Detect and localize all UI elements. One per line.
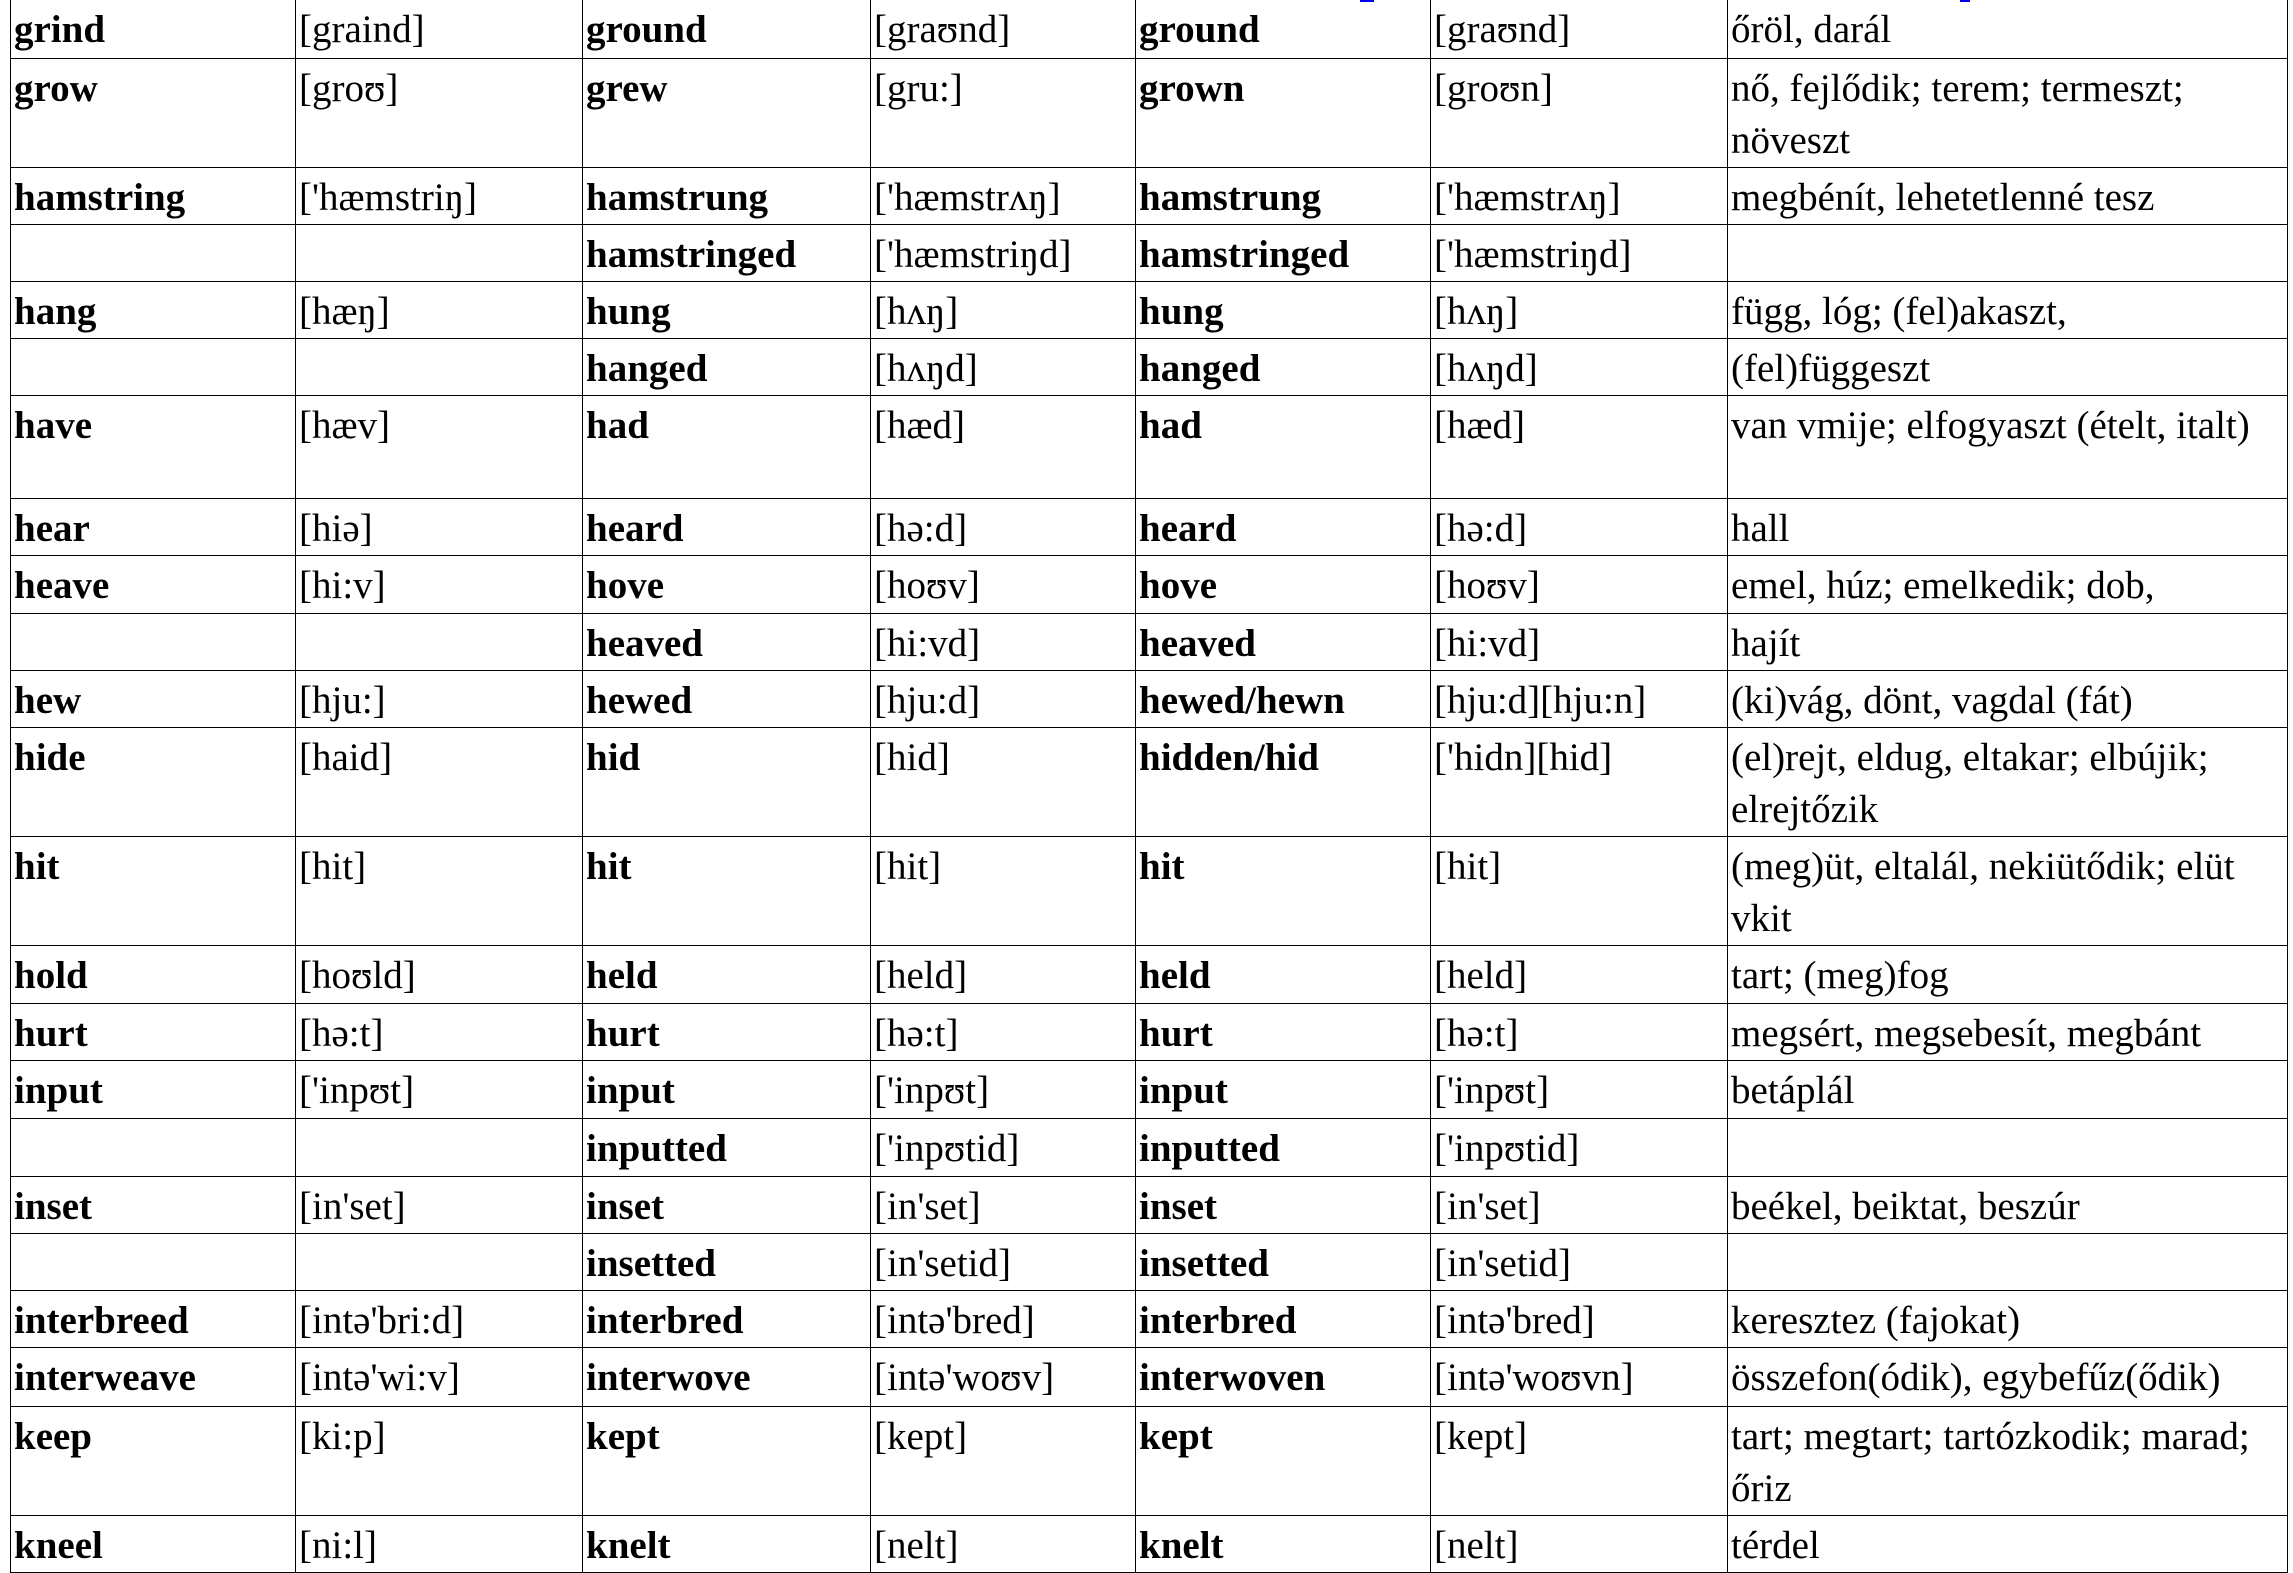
base-form-cell: heave [11, 556, 296, 614]
base-form-cell [11, 1119, 296, 1177]
past-ipa-cell: [hə:d] [871, 499, 1136, 556]
past-ipa-cell: [hit] [871, 837, 1136, 946]
table-row [11, 499, 2288, 556]
table-row [11, 396, 2288, 499]
participle-ipa-cell: ['hæmstriŋd] [1431, 225, 1728, 282]
participle-ipa-cell: [hə:d] [1431, 499, 1728, 556]
participle-ipa-cell: [hʌŋ] [1431, 282, 1728, 339]
participle-form-cell: ground [1136, 0, 1431, 59]
participle-form-cell: kept [1136, 1407, 1431, 1516]
meaning-cell: tart; (meg)fog [1728, 946, 2288, 1004]
participle-form-cell: held [1136, 946, 1431, 1004]
base-ipa-cell: [hit] [296, 837, 583, 946]
participle-form-cell: heaved [1136, 614, 1431, 671]
table-row [11, 225, 2288, 282]
table-row [11, 1516, 2288, 1573]
base-form-cell: hew [11, 671, 296, 728]
base-ipa-cell: ['inpʊt] [296, 1061, 583, 1119]
participle-ipa-cell: [hit] [1431, 837, 1728, 946]
past-ipa-cell: [in'set] [871, 1177, 1136, 1234]
past-ipa-cell: [kept] [871, 1407, 1136, 1516]
meaning-cell: beékel, beiktat, beszúr [1728, 1177, 2288, 1234]
table-row [11, 614, 2288, 671]
participle-ipa-cell: [intə'woʊvn] [1431, 1348, 1728, 1407]
base-form-cell: hamstring [11, 168, 296, 225]
table-row [11, 556, 2288, 614]
table-row [11, 1061, 2288, 1119]
base-ipa-cell: [hə:t] [296, 1004, 583, 1061]
meaning-cell: összefon(ódik), egybefűz(ődik) [1728, 1348, 2288, 1407]
table-row [11, 1177, 2288, 1234]
table-row [11, 1348, 2288, 1407]
base-form-cell [11, 1234, 296, 1291]
past-form-cell: inset [583, 1177, 871, 1234]
past-ipa-cell: [hʌŋd] [871, 339, 1136, 396]
base-ipa-cell: [intə'wi:v] [296, 1348, 583, 1407]
past-form-cell: interwove [583, 1348, 871, 1407]
participle-form-cell: inset [1136, 1177, 1431, 1234]
participle-ipa-cell: [in'setid] [1431, 1234, 1728, 1291]
participle-form-cell: had [1136, 396, 1431, 499]
meaning-cell: betáplál [1728, 1061, 2288, 1119]
past-form-cell: ground [583, 0, 871, 59]
past-form-cell: heaved [583, 614, 871, 671]
participle-ipa-cell: [hæd] [1431, 396, 1728, 499]
base-form-cell: keep [11, 1407, 296, 1516]
past-form-cell: had [583, 396, 871, 499]
base-form-cell: kneel [11, 1516, 296, 1573]
participle-form-cell: hove [1136, 556, 1431, 614]
participle-ipa-cell: [kept] [1431, 1407, 1728, 1516]
table-row [11, 728, 2288, 837]
table-row [11, 1234, 2288, 1291]
base-ipa-cell: [hæv] [296, 396, 583, 499]
meaning-cell: (fel)függeszt [1728, 339, 2288, 396]
meaning-cell: emel, húz; emelkedik; dob, [1728, 556, 2288, 614]
past-form-cell: hurt [583, 1004, 871, 1061]
participle-ipa-cell: [intə'bred] [1431, 1291, 1728, 1348]
base-form-cell: hold [11, 946, 296, 1004]
meaning-cell: keresztez (fajokat) [1728, 1291, 2288, 1348]
base-ipa-cell: ['hæmstriŋ] [296, 168, 583, 225]
base-form-cell: hit [11, 837, 296, 946]
table-row [11, 1291, 2288, 1348]
meaning-cell: őröl, darál [1728, 0, 2288, 59]
past-form-cell: insetted [583, 1234, 871, 1291]
base-form-cell [11, 339, 296, 396]
meaning-cell: (ki)vág, dönt, vagdal (fát) [1728, 671, 2288, 728]
table-row [11, 59, 2288, 168]
meaning-cell [1728, 1234, 2288, 1291]
participle-form-cell: hidden/hid [1136, 728, 1431, 837]
participle-form-cell: grown [1136, 59, 1431, 168]
base-form-cell: have [11, 396, 296, 499]
base-ipa-cell: [haid] [296, 728, 583, 837]
past-form-cell: hamstringed [583, 225, 871, 282]
past-form-cell: hanged [583, 339, 871, 396]
table-row [11, 168, 2288, 225]
participle-ipa-cell: [hə:t] [1431, 1004, 1728, 1061]
past-ipa-cell: ['hæmstriŋd] [871, 225, 1136, 282]
past-form-cell: hit [583, 837, 871, 946]
base-ipa-cell: [hi:v] [296, 556, 583, 614]
base-ipa-cell: [hiə] [296, 499, 583, 556]
past-form-cell: hung [583, 282, 871, 339]
participle-form-cell: inputted [1136, 1119, 1431, 1177]
table-body [11, 0, 2288, 1573]
meaning-cell: nő, fejlődik; terem; termeszt; növeszt [1728, 59, 2288, 168]
table-row [11, 1119, 2288, 1177]
meaning-cell: megbénít, lehetetlenné tesz [1728, 168, 2288, 225]
base-form-cell: hurt [11, 1004, 296, 1061]
base-ipa-cell: [ni:l] [296, 1516, 583, 1573]
meaning-cell: hall [1728, 499, 2288, 556]
base-ipa-cell: [intə'bri:d] [296, 1291, 583, 1348]
participle-form-cell: hewed/hewn [1136, 671, 1431, 728]
participle-form-cell: interbred [1136, 1291, 1431, 1348]
past-ipa-cell: [hi:vd] [871, 614, 1136, 671]
past-ipa-cell: ['inpʊt] [871, 1061, 1136, 1119]
past-ipa-cell: [hoʊv] [871, 556, 1136, 614]
meaning-cell: van vmije; elfogyaszt (ételt, italt) [1728, 396, 2288, 499]
meaning-cell: (meg)üt, eltalál, nekiütődik; elüt vkit [1728, 837, 2288, 946]
base-ipa-cell: [hju:] [296, 671, 583, 728]
past-ipa-cell: [hə:t] [871, 1004, 1136, 1061]
base-form-cell: hang [11, 282, 296, 339]
base-ipa-cell [296, 614, 583, 671]
participle-form-cell: hit [1136, 837, 1431, 946]
table-row [11, 339, 2288, 396]
participle-ipa-cell: [hi:vd] [1431, 614, 1728, 671]
participle-ipa-cell: [hʌŋd] [1431, 339, 1728, 396]
past-form-cell: hid [583, 728, 871, 837]
table-row [11, 946, 2288, 1004]
table-row [11, 282, 2288, 339]
past-ipa-cell: [hʌŋ] [871, 282, 1136, 339]
table-row [11, 1407, 2288, 1516]
past-form-cell: grew [583, 59, 871, 168]
participle-ipa-cell: [held] [1431, 946, 1728, 1004]
past-ipa-cell: ['hæmstrʌŋ] [871, 168, 1136, 225]
past-ipa-cell: [nelt] [871, 1516, 1136, 1573]
base-form-cell: hear [11, 499, 296, 556]
base-ipa-cell [296, 1234, 583, 1291]
past-form-cell: held [583, 946, 871, 1004]
base-form-cell: grind [11, 0, 296, 59]
past-ipa-cell: [hid] [871, 728, 1136, 837]
base-form-cell [11, 614, 296, 671]
past-ipa-cell: [intə'woʊv] [871, 1348, 1136, 1407]
base-ipa-cell: [groʊ] [296, 59, 583, 168]
participle-ipa-cell: [in'set] [1431, 1177, 1728, 1234]
irregular-verbs-table [10, 0, 2288, 1573]
participle-ipa-cell: [nelt] [1431, 1516, 1728, 1573]
past-form-cell: input [583, 1061, 871, 1119]
participle-ipa-cell: [hoʊv] [1431, 556, 1728, 614]
base-ipa-cell: [hoʊld] [296, 946, 583, 1004]
participle-form-cell: hurt [1136, 1004, 1431, 1061]
participle-form-cell: hung [1136, 282, 1431, 339]
participle-ipa-cell: ['inpʊt] [1431, 1061, 1728, 1119]
participle-form-cell: knelt [1136, 1516, 1431, 1573]
past-ipa-cell: [hju:d] [871, 671, 1136, 728]
meaning-cell [1728, 225, 2288, 282]
meaning-cell: tart; megtart; tartózkodik; marad; őriz [1728, 1407, 2288, 1516]
base-ipa-cell [296, 225, 583, 282]
table-row [11, 671, 2288, 728]
meaning-cell [1728, 1119, 2288, 1177]
base-form-cell: grow [11, 59, 296, 168]
past-form-cell: knelt [583, 1516, 871, 1573]
meaning-cell: térdel [1728, 1516, 2288, 1573]
base-ipa-cell [296, 1119, 583, 1177]
past-form-cell: hamstrung [583, 168, 871, 225]
participle-form-cell: heard [1136, 499, 1431, 556]
participle-ipa-cell: ['hæmstrʌŋ] [1431, 168, 1728, 225]
base-form-cell: input [11, 1061, 296, 1119]
participle-form-cell: hanged [1136, 339, 1431, 396]
meaning-cell: (el)rejt, eldug, eltakar; elbújik; elrejtőzik [1728, 728, 2288, 837]
base-ipa-cell [296, 339, 583, 396]
past-form-cell: hewed [583, 671, 871, 728]
participle-form-cell: hamstringed [1136, 225, 1431, 282]
meaning-cell: függ, lóg; (fel)akaszt, [1728, 282, 2288, 339]
base-form-cell: interweave [11, 1348, 296, 1407]
participle-form-cell: input [1136, 1061, 1431, 1119]
table-row [11, 837, 2288, 946]
meaning-cell: hajít [1728, 614, 2288, 671]
base-ipa-cell: [ki:p] [296, 1407, 583, 1516]
base-form-cell [11, 225, 296, 282]
base-form-cell: inset [11, 1177, 296, 1234]
past-ipa-cell: ['inpʊtid] [871, 1119, 1136, 1177]
participle-ipa-cell: [hju:d][hju:n] [1431, 671, 1728, 728]
table-row [11, 1004, 2288, 1061]
past-ipa-cell: [intə'bred] [871, 1291, 1136, 1348]
participle-form-cell: hamstrung [1136, 168, 1431, 225]
participle-form-cell: interwoven [1136, 1348, 1431, 1407]
table-row [11, 0, 2288, 59]
past-ipa-cell: [gru:] [871, 59, 1136, 168]
participle-ipa-cell: [groʊn] [1431, 59, 1728, 168]
past-ipa-cell: [hæd] [871, 396, 1136, 499]
past-ipa-cell: [in'setid] [871, 1234, 1136, 1291]
meaning-cell: megsért, megsebesít, megbánt [1728, 1004, 2288, 1061]
past-form-cell: inputted [583, 1119, 871, 1177]
participle-ipa-cell: ['inpʊtid] [1431, 1119, 1728, 1177]
participle-ipa-cell: [graʊnd] [1431, 0, 1728, 59]
participle-form-cell: insetted [1136, 1234, 1431, 1291]
past-form-cell: interbred [583, 1291, 871, 1348]
base-form-cell: hide [11, 728, 296, 837]
past-ipa-cell: [held] [871, 946, 1136, 1004]
past-ipa-cell: [graʊnd] [871, 0, 1136, 59]
base-ipa-cell: [graind] [296, 0, 583, 59]
base-ipa-cell: [in'set] [296, 1177, 583, 1234]
participle-ipa-cell: ['hidn][hid] [1431, 728, 1728, 837]
past-form-cell: heard [583, 499, 871, 556]
past-form-cell: kept [583, 1407, 871, 1516]
base-form-cell: interbreed [11, 1291, 296, 1348]
past-form-cell: hove [583, 556, 871, 614]
base-ipa-cell: [hæŋ] [296, 282, 583, 339]
